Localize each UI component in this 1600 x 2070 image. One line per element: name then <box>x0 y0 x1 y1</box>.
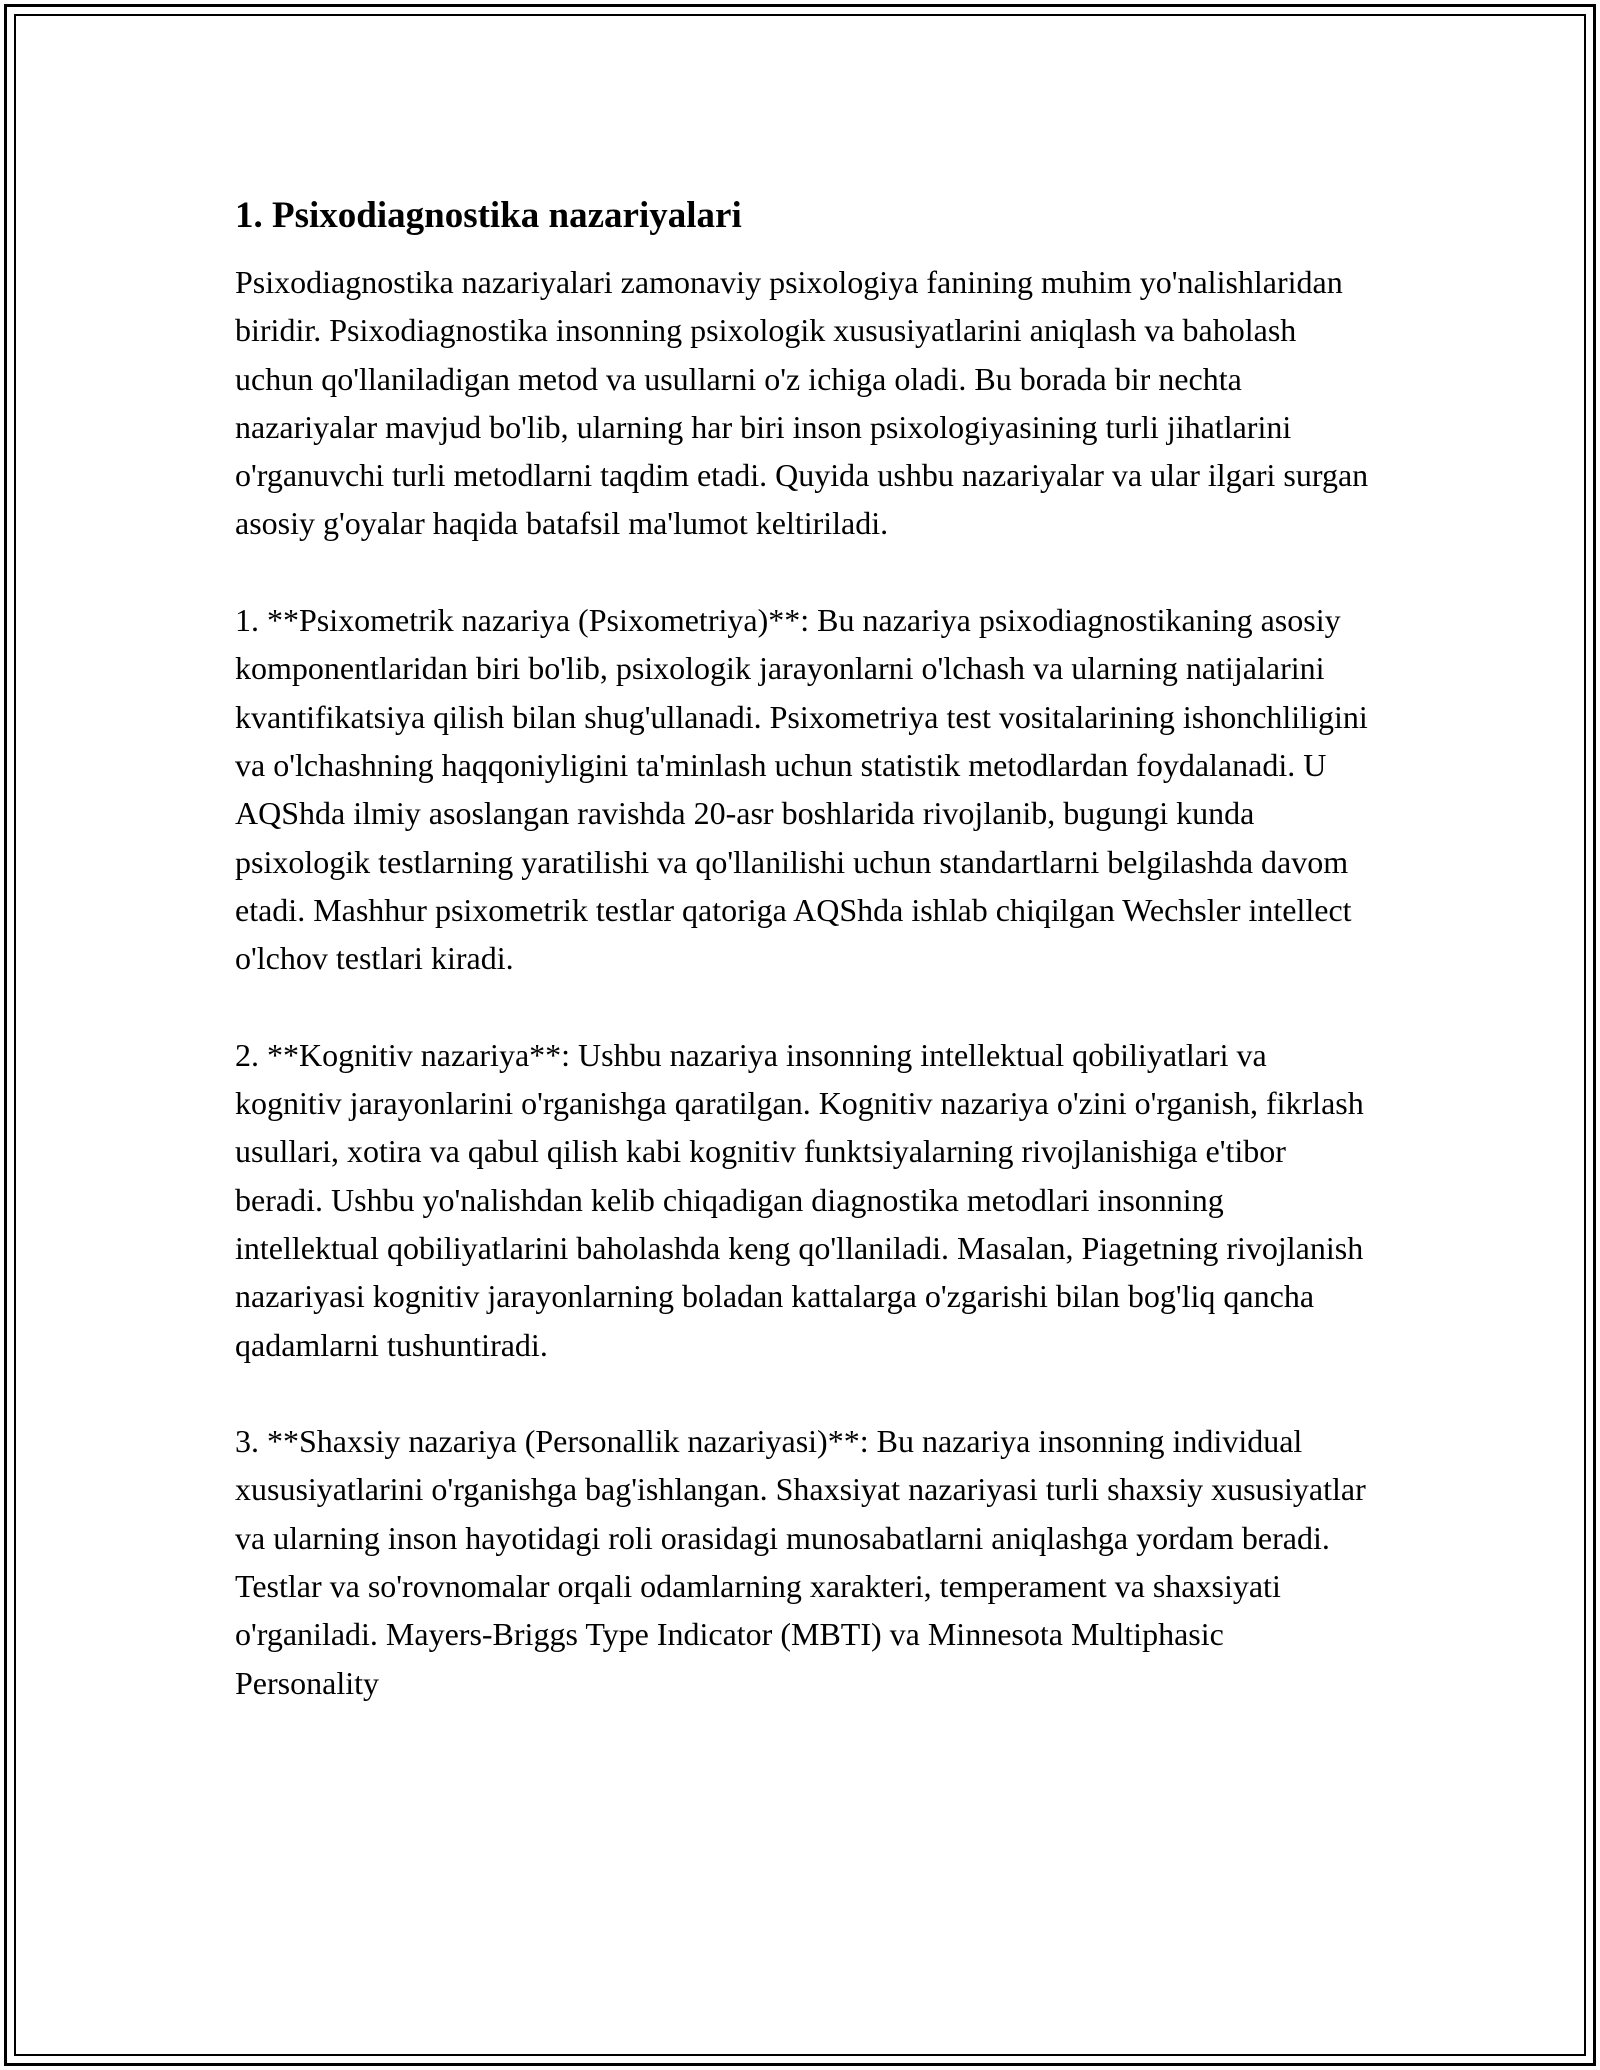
section-heading: 1. Psixodiagnostika nazariyalari <box>235 195 742 236</box>
paragraph-personality-theory: 3. **Shaxsiy nazariya (Personallik nazariyasi)**: Bu nazariya insonning individual xususiyatlarini o'rganishga bag'ishlangan. Shaxsiyat nazariyasi turli shaxsiy xususiyatlar va ularning inson hayotidagi roli orasidagi munosabatlarni aniqlashga yordam beradi. Testlar va so'rovnomalar orqali odamlarning xarakteri, temperament va shaxsiyati o'rganiladi. Mayers-Briggs Type Indicator (MBTI) va Minnesota Multiphasic Personality <box>235 1423 1366 1701</box>
document-body <box>235 188 1370 1755</box>
paragraph-psychometric-theory: 1. **Psixometrik nazariya (Psixometriya)**: Bu nazariya psixodiagnostikaning asosiy komponentlaridan biri bo'lib, psixologik jarayonlarni o'lchash va ularning natijalarini kvantifikatsiya qilish bilan shug'ullanadi. Psixometriya test vositalarining ishonchliligini va o'lchashning haqqoniyligini ta'minlash uchun statistik metodlardan foydalanadi. U AQShda ilmiy asoslangan ravishda 20-asr boshlarida rivojlanib, bugungi kunda psixologik testlarning yaratilishi va qo'llanilishi uchun standartlarni belgilashda davom etadi. Mashhur psixometrik testlar qatoriga AQShda ishlab chiqilgan Wechsler intellect o'lchov testlari kiradi. <box>235 602 1368 977</box>
intro-paragraph: Psixodiagnostika nazariyalari zamonaviy psixologiya fanining muhim yo'nalishlaridan biridir. Psixodiagnostika insonning psixologik xususiyatlarini aniqlash va baholash uchun qo'llaniladigan metod va usullarni o'z ichiga oladi. Bu borada bir nechta nazariyalar mavjud bo'lib, ularning har biri inson psixologiyasining turli jihatlarini o'rganuvchi turli metodlarni taqdim etadi. Quyida ushbu nazariyalar va ular ilgari surgan asosiy g'oyalar haqida batafsil ma'lumot keltiriladi. <box>235 264 1369 542</box>
paragraph-cognitive-theory: 2. **Kognitiv nazariya**: Ushbu nazariya insonning intellektual qobiliyatlari va kognitiv jarayonlarini o'rganishga qaratilgan. Kognitiv nazariya o'zini o'rganish, fikrlash usullari, xotira va qabul qilish kabi kognitiv funktsiyalarning rivojlanishiga e'tibor beradi. Ushbu yo'nalishdan kelib chiqadigan diagnostika metodlari insonning intellektual qobiliyatlarini baholashda keng qo'llaniladi. Masalan, Piagetning rivojlanish nazariyasi kognitiv jarayonlarning boladan kattalarga o'zgarishi bilan bog'liq qancha qadamlarni tushuntiradi. <box>235 1036 1364 1363</box>
